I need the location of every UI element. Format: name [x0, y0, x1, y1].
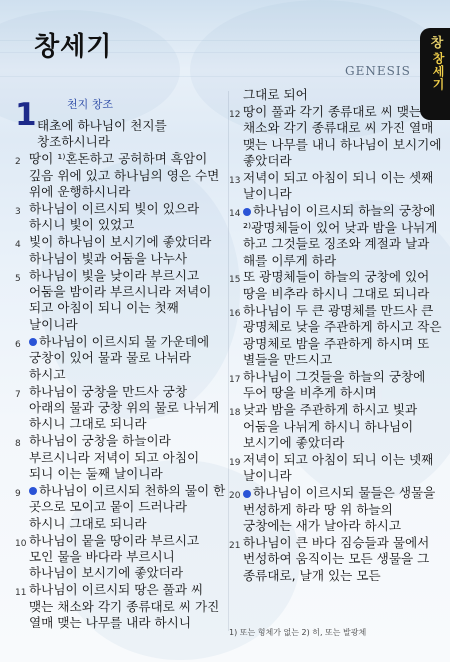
- verse: [229, 452, 443, 485]
- left-column: [15, 96, 226, 632]
- verse-text: 저녁이 되고 아침이 되니 이는 넷째 날이니라: [243, 451, 434, 484]
- verse: [15, 151, 226, 200]
- verse: [15, 234, 226, 267]
- verse-text: 하나님이 그것들을 하늘의 궁창에 두어 땅을 비추게 하시며: [243, 368, 426, 401]
- verse-text: 하나님이 큰 바다 짐승들과 물에서 번성하여 움직이는 모든 생물을 그 종류대로, 날개 있는 모든: [243, 534, 430, 583]
- thumb-tab-label: 창세기: [431, 52, 445, 91]
- book-title-english: GENESIS: [345, 64, 411, 78]
- verse-number: 6: [15, 339, 21, 350]
- verse-text: 하나님이 이르시되 땅은 풀과 씨 맺는 채소와 각기 종류대로 씨 가진 열매 맺는 나무를 내라 하시니: [29, 582, 220, 631]
- verse-text: 하나님이 이르시되 빛이 있으라 하시니 빛이 있었고: [29, 201, 200, 233]
- book-title: 창세기: [34, 32, 113, 62]
- paragraph-marker-icon: [243, 208, 251, 216]
- verse-text: 태초에 하나님이 천지를 창조하시니라: [37, 118, 167, 150]
- section-heading: 천지 창조: [67, 98, 114, 111]
- footnotes: 1) 또는 형체가 없는 2) 히, 또는 발광체: [229, 628, 367, 637]
- verse: [229, 269, 443, 302]
- verse: [15, 201, 226, 234]
- verse-number: 11: [15, 588, 27, 599]
- verse: [229, 104, 443, 170]
- verse: [15, 582, 226, 631]
- verse-number: 20: [229, 491, 241, 502]
- verse-list: [229, 87, 443, 584]
- verse: [229, 369, 443, 402]
- verse-text: 하나님이 뭍을 땅이라 부르시고 모인 물을 바다라 부르시니 하나님이 보시기에 좋았더라: [29, 532, 200, 581]
- verse-text: 하나님이 두 큰 광명체를 만드사 큰 광명체로 낮을 주관하게 하시고 작은 광명체로 밤을 주관하게 하시며 또 별들을 만드시고: [243, 302, 442, 367]
- verse: [229, 535, 443, 584]
- verse-text: 그대로 되어: [243, 87, 308, 102]
- verse-number: 19: [229, 457, 241, 468]
- verse-number: 4: [15, 240, 21, 251]
- verse-text: 하나님이 궁창을 만드사 궁창 아래의 물과 궁창 위의 물로 나뉘게 하시니 그대로 되니라: [29, 383, 220, 432]
- verse-number: 7: [15, 389, 21, 400]
- verse: [15, 118, 226, 151]
- verse-number: 12: [229, 109, 241, 120]
- verse-number: 16: [229, 308, 241, 319]
- paragraph-marker-icon: [29, 338, 37, 346]
- verse: [229, 303, 443, 369]
- verse-number: 21: [229, 540, 241, 551]
- verse-text: 낮과 밤을 주관하게 하시고 빛과 어둠을 나뉘게 하시니 하나님이 보시기에 좋았더라: [243, 402, 418, 451]
- verse: [229, 485, 443, 534]
- verse-text: 땅이 풀과 각기 종류대로 씨 맺는 채소와 각기 종류대로 씨 가진 열매 맺는 나무를 내니 하나님이 보시기에 좋았더라: [243, 103, 442, 169]
- verse-text: 하나님이 이르시되 물 가운데에 궁창이 있어 물과 물로 나뉘라 하시고: [29, 333, 210, 382]
- verse: [229, 170, 443, 203]
- verse: [15, 268, 226, 334]
- verse-text: 하나님이 이르시되 천하의 물이 한 곳으로 모이고 뭍이 드러나라 하시니 그대로 되니라: [29, 482, 226, 531]
- right-column: [229, 87, 443, 585]
- verse-number: 5: [15, 273, 21, 284]
- verse-number: 9: [15, 488, 21, 499]
- verse: [229, 402, 443, 451]
- verse-number: 3: [15, 207, 21, 218]
- verse: [15, 384, 226, 433]
- verse-text: 또 광명체들이 하늘의 궁창에 있어 땅을 비추라 하시니 그대로 되니라: [243, 269, 430, 301]
- verse-list: [15, 118, 226, 632]
- verse-text: 땅이 ¹⁾혼돈하고 공허하며 흑암이 깊음 위에 있고 하나님의 영은 수면 위에 운행하시니라: [29, 151, 220, 200]
- thumb-tab-short: 창: [430, 36, 444, 51]
- verse-number: 10: [15, 538, 27, 549]
- verse-number: 8: [15, 439, 21, 450]
- verse-number: 14: [229, 209, 241, 220]
- verse-text: 하나님이 이르시되 하늘의 궁창에 ²⁾광명체들이 있어 낮과 밤을 나뉘게 하고 그것들로 징조와 계절과 날과 해를 이루게 하라: [243, 203, 438, 268]
- verse-number: 2: [15, 157, 21, 168]
- paragraph-marker-icon: [243, 490, 251, 498]
- verse-text: 빛이 하나님이 보시기에 좋았더라 하나님이 빛과 어둠을 나누사: [29, 234, 212, 266]
- verse-number: 13: [229, 176, 241, 187]
- verse-text: 하나님이 이르시되 물들은 생물을 번성하게 하라 땅 위 하늘의 궁창에는 새가 날아라 하시고: [243, 485, 436, 534]
- verse: [15, 483, 226, 532]
- verse-number: 18: [229, 408, 241, 419]
- paragraph-marker-icon: [29, 487, 37, 495]
- verse-text: 하나님이 빛을 낮이라 부르시고 어둠을 밤이라 부르시니라 저녁이 되고 아침이 되니 이는 첫째 날이니라: [29, 267, 212, 332]
- chapter-number: 1: [15, 97, 37, 133]
- verse: [229, 203, 443, 269]
- verse: [15, 433, 226, 482]
- chapter-header: [15, 96, 226, 133]
- verse: [15, 533, 226, 582]
- verse: [229, 87, 443, 103]
- verse-number: 17: [229, 374, 241, 385]
- verse-number: 15: [229, 275, 241, 286]
- verse: [15, 334, 226, 383]
- verse-text: 하나님이 궁창을 하늘이라 부르시니라 저녁이 되고 아침이 되니 이는 둘째 날이니라: [29, 433, 200, 482]
- verse-text: 저녁이 되고 아침이 되니 이는 셋째 날이니라: [243, 170, 434, 202]
